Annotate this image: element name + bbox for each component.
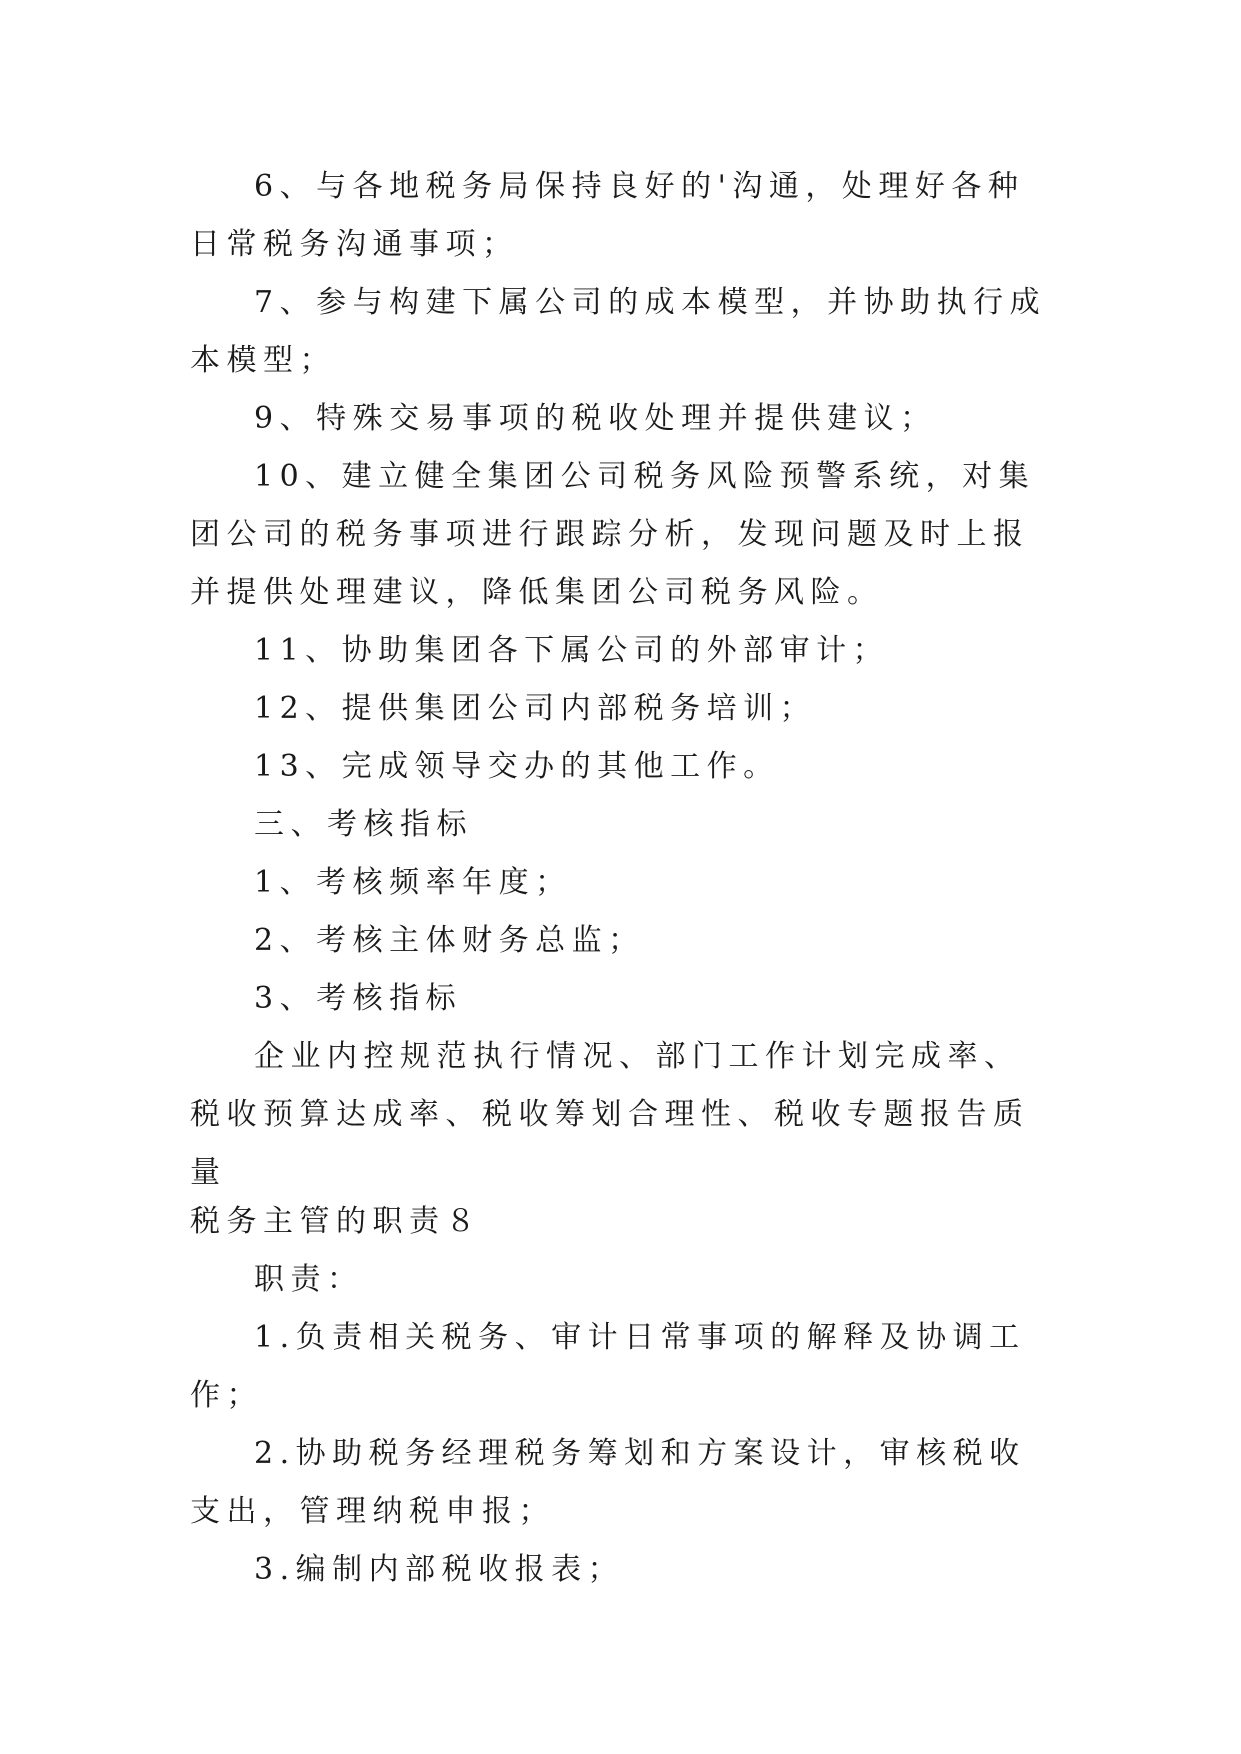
- paragraph: 12、提供集团公司内部税务培训；: [254, 691, 817, 726]
- paragraph: 9、特殊交易事项的税收处理并提供建议；: [254, 401, 937, 436]
- duties-continuation: [190, 158, 1050, 1202]
- paragraph: 13、完成领导交办的其他工作。: [254, 749, 780, 784]
- subsection-heading: 三、考核指标: [254, 807, 473, 842]
- paragraph: 1、考核频率年度；: [254, 865, 572, 900]
- paragraph: 3、考核指标: [254, 981, 463, 1016]
- paragraph: 1.负责相关税务、审计日常事项的解释及协调工作；: [190, 1320, 1026, 1413]
- section-heading: 税务主管的职责８: [190, 1204, 482, 1239]
- paragraph: 企业内控规范执行情况、部门工作计划完成率、税收预算达成率、税收筹划合理性、税收专题报告质量: [190, 1039, 1030, 1190]
- paragraph: 11、协助集团各下属公司的外部审计；: [254, 633, 890, 668]
- paragraph: 3.编制内部税收报表；: [254, 1552, 625, 1587]
- paragraph: 6、与各地税务局保持良好的'沟通，处理好各种日常税务沟通事项；: [190, 169, 1025, 262]
- paragraph: 2、考核主体财务总监；: [254, 923, 645, 958]
- paragraph: 2.协助税务经理税务筹划和方案设计，审核税收支出，管理纳税申报；: [190, 1436, 1026, 1529]
- section-8: [190, 1193, 1050, 1599]
- paragraph: 职责：: [254, 1262, 364, 1297]
- paragraph: 10、建立健全集团公司税务风险预警系统，对集团公司的税务事项进行跟踪分析，发现问题及时上报并提供处理建议，降低集团公司税务风险。: [190, 459, 1036, 610]
- paragraph: 7、参与构建下属公司的成本模型，并协助执行成本模型；: [190, 285, 1047, 378]
